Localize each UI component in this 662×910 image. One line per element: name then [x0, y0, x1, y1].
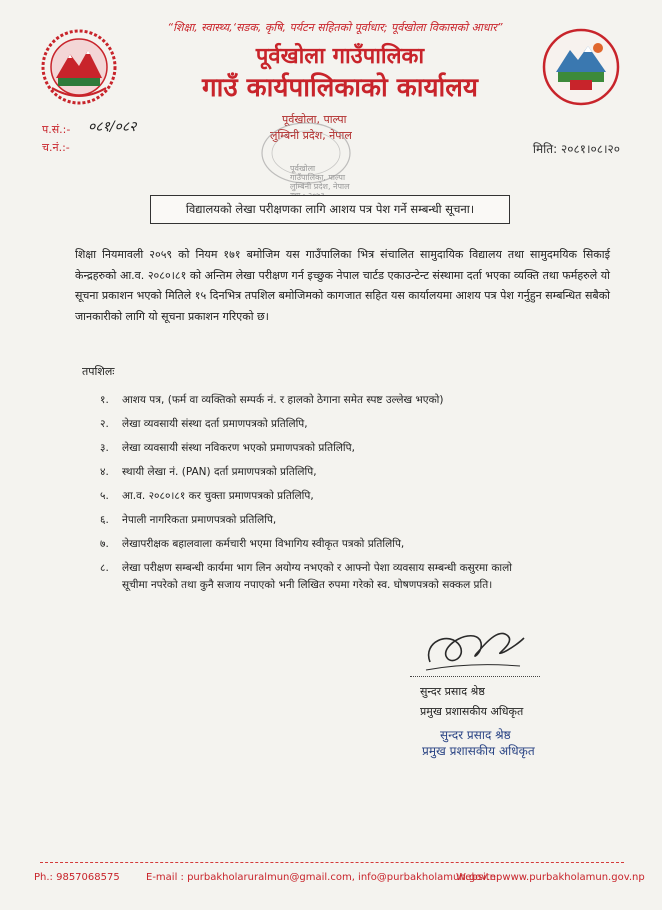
municipality-name: पूर्वखोला गाउँपालिका [255, 44, 425, 69]
requirements-list [100, 392, 540, 601]
subject-box: विद्यालयको लेखा परीक्षणका लागि आशय पत्र पेश गर्ने सम्बन्धी सूचना। [150, 195, 510, 224]
round-stamp-text: पूर्वखोला गाउँपालिका, पाल्पा लुम्बिनी प्रदेश, नेपाल [290, 164, 350, 191]
list-item: ६. नेपाली नागरिकता प्रमाणपत्रको प्रतिलिपि, [100, 514, 277, 526]
address-line-1: पूर्वखोला, पाल्पा [282, 113, 347, 126]
list-item: ४. स्थायी लेखा नं. (PAN) दर्ता प्रमाणपत्रको प्रतिलिपि, [100, 466, 317, 478]
address-line-2: लुम्बिनी प्रदेश, नेपाल [270, 129, 352, 142]
list-item: ७. लेखापरीक्षक बहालवाला कर्मचारी भएमा विभागिय स्वीकृत पत्रको प्रतिलिपि, [100, 538, 405, 550]
cn-label: च.नं.:- [42, 141, 70, 154]
signatory-title: प्रमुख प्रशासकीय अधिकृत [420, 705, 524, 718]
title-stamp: प्रमुख प्रशासकीय अधिकृत [422, 744, 535, 758]
body-paragraph: शिक्षा नियमावली २०५९ को नियम १७१ बमोजिम यस गाउँपालिका भित्र संचालित सामुदायिक विद्यालय तथा सामुदमयिक सिकाई केन्द्रहरुको आ.व. २०८०।८१ को अन्तिम लेखा परीक्षण गर्न इच्छुक नेपाल चार्टड एकाउन्टेन्ट संस्थामा दर्ता भएका व्यक्ति तथा फर्महरुले यो सूचना प्रकाशन भएको मितिले १५ दिनभित्र तपशिल बमोजिमको कागजात सहित यस कार्यालयमा आशय पत्र पेश गर्नुहुन सम्बन्धित सबैको जानकारीको लागि यो सूचना प्रकाशन गरिएको छ। [75, 248, 610, 323]
municipality-logo [540, 26, 622, 108]
signatory-name: सुन्दर प्रसाद श्रेष्ठ [420, 685, 485, 698]
list-item: १. आशय पत्र, (फर्म वा व्यक्तिको सम्पर्क नं. र हालको ठेगाना समेत स्पष्ट उल्लेख भएको) [100, 394, 444, 406]
list-item: ३. लेखा व्यवसायी संस्था नविकरण भएको प्रमाणपत्रको प्रतिलिपि, [100, 442, 355, 454]
signature-line [410, 676, 540, 677]
list-item: २. लेखा व्यवसायी संस्था दर्ता प्रमाणपत्रको प्रतिलिपि, [100, 418, 308, 430]
date: मिति: २०८१।०८।२० [532, 142, 620, 156]
tagline: “शिक्षा, स्वास्थ्य,‘सडक, कृषि, पर्यटन सहितको पूर्वाधार; पूर्वखोला विकासको आधार” [167, 21, 503, 34]
ps-number: ०८१/०८२ [88, 119, 137, 135]
list-item: ५. आ.व. २०८०।८१ कर चुक्ता प्रमाणपत्रको प्रतिलिपि, [100, 490, 314, 502]
list-heading: तपशिलः [82, 365, 115, 378]
ps-label: प.सं.:- [42, 123, 71, 136]
footer-email: E-mail : purbakholaruralmun@gmail.com, info@purbakholamun.gov.np [146, 872, 503, 883]
nepal-emblem-logo [38, 26, 120, 108]
footer-phone: Ph.: 9857068575 [34, 872, 120, 883]
office-name: गाउँ कार्यपालिकाको कार्यालय [202, 73, 478, 103]
name-stamp: सुन्दर प्रसाद श्रेष्ठ [440, 728, 511, 742]
footer-divider [40, 862, 624, 863]
list-item: ८. लेखा परीक्षण सम्बन्धी कार्यमा भाग लिन अयोग्य नभएको र आफ्नो पेशा व्यवसाय सम्बन्धी कसुरमा कालो सूचीमा नपरेको तथा कुनै सजाय नपाएको भनी लिखित रुपमा गरेको स्व. घोषणपत्रको सक्कल प्रति। [100, 562, 512, 591]
footer-website: Website: www.purbakholamun.gov.np [456, 872, 645, 883]
handwritten-signature [420, 622, 530, 682]
